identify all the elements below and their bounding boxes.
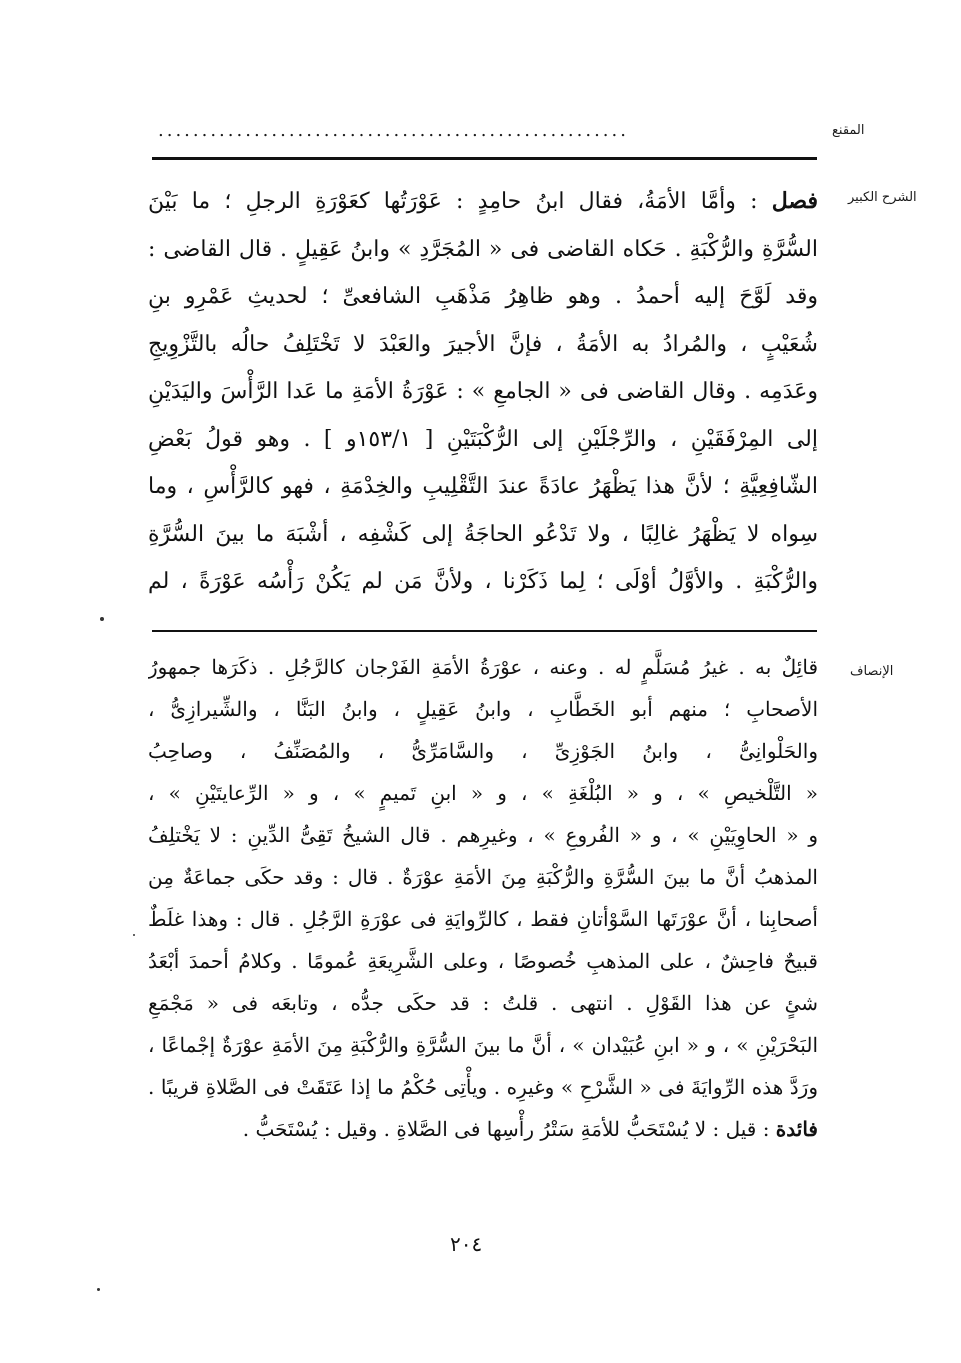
insaf-line-1: قائِلٌ به . غيرُ مُسَلَّمٍ له . وعنه ، عوْرَةُ الأمَةِ الفَرْجان كالرَّجُلِ . ذكَرَها جمهورُ: [148, 655, 818, 679]
insaf-label: الإنصاف: [850, 664, 894, 679]
sharh-line-5: وعَدَمِه . وقال القاضى فى « الجامعِ » : عَوْرَةُ الأمَةِ ما عَدا الرَّأْسَ واليَدَيْنِ: [148, 379, 818, 404]
insaf-faida-line: فائدة : قيل : لا يُسْتَحَبُّ للأمَةِ سَتْرُ رأْسِها فى الصَّلاةِ . وقيل : يُسْتَحَبُّ .: [242, 1117, 818, 1141]
header-label: المقنع: [832, 123, 865, 138]
insaf-line-9: شئٍ عن هذا القَوْلِ . انتهى . قلتُ : قد حكَى جدُّه ، وتابعَه فى « مَجْمَعِ: [148, 991, 818, 1015]
sharh-line-1: فصل : وأمَّا الأمَةُ، فقال ابنُ حامِدٍ : عَوْرَتُها كعَوْرَةِ الرجلِ ؛ ما بَيْنَ: [148, 188, 818, 214]
scan-speck: [133, 934, 135, 936]
insaf-line-7: أصحابِنا ، أنَّ عوْرَتَها السَّوْأتانِ فقط ، كالرِّوايَةِ فى عوْرَةِ الرَّجُلِ . قال : وهذا غلَطٌ: [148, 907, 818, 931]
page-number: ٢٠٤: [450, 1232, 483, 1256]
insaf-line-10: البَحْرَيْنِ » ، و « ابنِ عُبَيْدان » ، أنَّ ما بينَ السُّرَّةِ والرُّكْبَةِ مِنَ الأمَةِ عوْرَةٌ إجْماعًا ،: [148, 1033, 818, 1057]
header-rule: [152, 157, 817, 160]
sharh-line-7: الشّافِعِيَّةِ ؛ لأنَّ هذا يَظْهَرُ عادَةً عندَ التَّقْلِيبِ والخِدْمَةِ ، فهو كالرَّأْسِ ، وما: [148, 474, 818, 499]
header-dots: ......................................................: [158, 120, 629, 141]
insaf-text: [148, 646, 818, 1150]
insaf-line-8: قبيحٌ فاحِشٌ ، على المذهبِ خُصوصًا ، وعلى الشَّرِيعَةِ عُمومًا . وكلامُ أحمدَ أبْعَدُ: [148, 949, 818, 973]
insaf-line-3: والحَلْوانِىُّ ، وابنُ الجَوْزِىِّ ، والسَّامَرِّىُّ ، والمُصَنِّفُ ، وصاحِبُ: [148, 739, 818, 763]
insaf-line-2: الأصحابِ ؛ منهم أبو الخَطَّابِ ، وابنُ عَقِيلٍ ، وابنُ البَنَّا ، والشِّيرازِىُّ ،: [148, 697, 818, 721]
fasl-heading: فصل: [771, 188, 818, 214]
sharh-line-3: وقد لَوَّحَ إليه أحمدُ . وهو ظاهِرُ مَذْهَبِ الشافعىِّ ؛ لحديثِ عَمْرِو بنِ: [148, 284, 818, 309]
insaf-line-4: « التَّلْخيصِ » ، و « البُلْغَةِ » ، و « ابنِ تَميمٍ » ، و « الرِّعايتَيْنِ » ،: [148, 781, 818, 805]
sharh-text: [148, 178, 818, 606]
sharh-label: الشرح الكبير: [848, 190, 917, 205]
sharh-line-8: سِواه لا يَظْهَرُ غالِبًا ، ولا تَدْعُو الحاجَةُ إلى كَشْفِه ، أشْبَهَ ما بينَ السُّرَّةِ: [148, 521, 818, 547]
section-divider: [152, 630, 817, 632]
insaf-line-11: ورَدَّ هذه الرِّوايَةَ فى « الشَّرْحِ » وغيرِه . ويأْتِى حُكْمُ ما إذا عَتَقَتْ فى الصَّلاةِ قريبًا .: [148, 1075, 818, 1099]
insaf-line-6: المذهبُ أنَّ ما بينَ السُّرَّةِ والرُّكْبَةِ مِنَ الأمَةِ عوْرَةٌ . قال : وقد حكَى جماعَةٌ مِن: [148, 865, 818, 889]
scan-speck: [100, 617, 104, 621]
sharh-line-9: والرُّكْبَةِ . والأوَّلُ أوْلَى ؛ لِما ذَكَرْنا ، ولأنَّ مَن لم يَكُنْ رَأْسُه عَوْرَةً ، لم: [148, 569, 818, 594]
sharh-line-6: إلى المِرْفَقَيْنِ ، والرِّجْلَيْنِ إلى الرُّكْبَتَيْنِ [ ١٥٣/١و ] . وهو قولُ بَعْضِ: [148, 426, 818, 452]
sharh-line-4: شُعَيْبٍ ، والمُرادُ به الأمَةُ ، فإنَّ الأجيرَ والعَبْدَ لا تَخْتَلِفُ حالُه بالتَّزْوِيجِ: [148, 331, 818, 357]
insaf-line-5: و « الحاوِيَيْنِ » ، و « الفُروعِ » ، وغيرِهم . قال الشيخُ تَقِىُّ الدِّينِ : لا يَخْتلِفُ: [148, 823, 818, 847]
sharh-line-2: السُّرَّةِ والرُّكْبَةِ . حَكاه القاضى فى « المُجَرَّدِ » وابنُ عَقِيلٍ . قال القاضى :: [148, 236, 818, 262]
faida-heading: فائدة: [775, 1117, 818, 1141]
scan-speck: [97, 1288, 100, 1291]
